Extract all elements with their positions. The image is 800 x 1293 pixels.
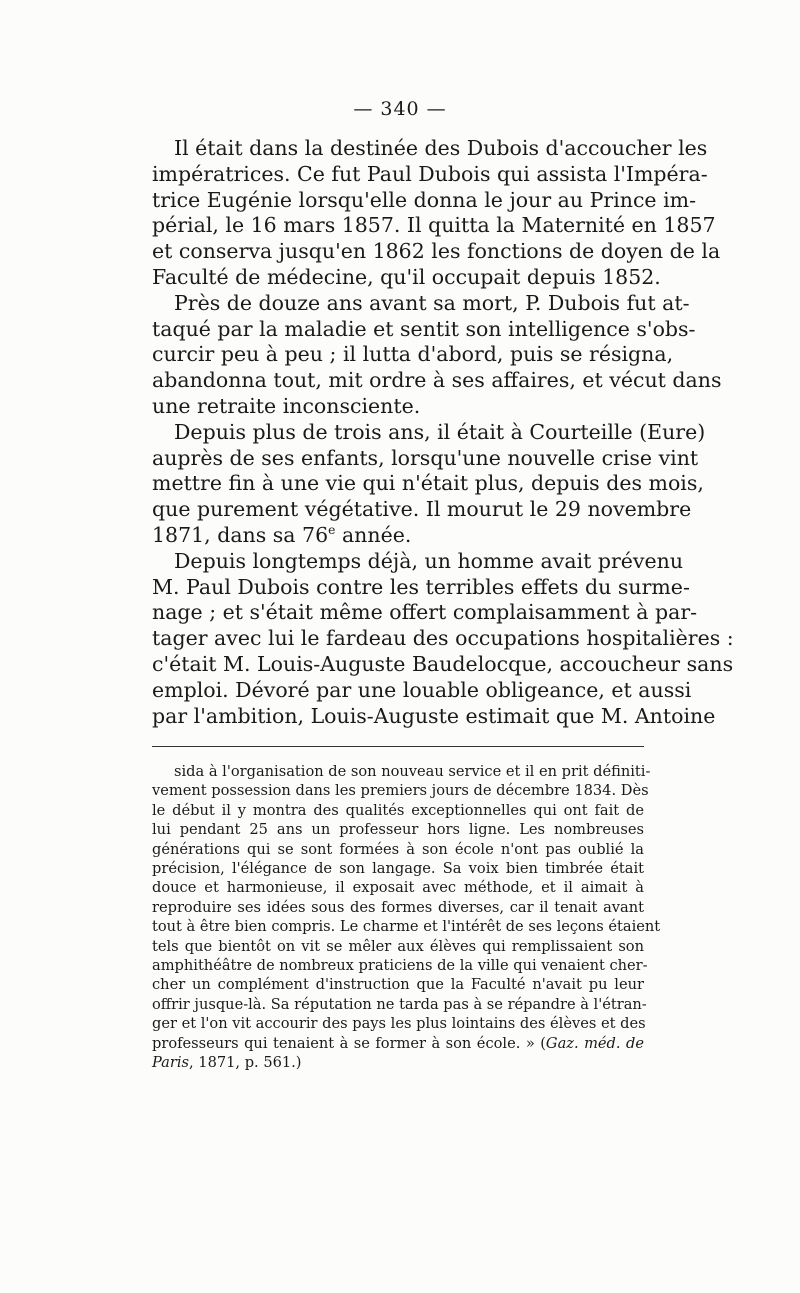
text-line: Près de douze ans avant sa mort, P. Dubois fut at- [174,290,690,315]
text-line: Il était dans la destinée des Dubois d'accoucher les [174,136,708,160]
footnote-line: tels que bientôt on vit se mêler aux élèves qui remplissaient son [152,937,644,955]
text-line: mettre fin à une vie qui n'était plus, depuis des mois, [152,471,704,496]
page-number: — 340 — [353,98,447,120]
footnote-line: offrir jusque-là. Sa réputation ne tarda pas à se répandre à l'étran- [152,995,647,1013]
text-line: et conserva jusqu'en 1862 les fonctions de doyen de la [152,239,721,264]
footnote-line [152,1034,644,1053]
text-line: par l'ambition, Louis-Auguste estimait que M. Antoine [152,703,716,728]
footnote-line: lui pendant 25 ans un professeur hors ligne. Les nombreuses [152,821,644,839]
text-line: trice Eugénie lorsqu'elle donna le jour au Prince im- [152,187,697,212]
footnote-line: le début il y montra des qualités exceptionnelles qui ont fait de [152,801,644,819]
footnote-divider [152,746,644,747]
text-line: Depuis plus de trois ans, il était à Courteille (Eure) [174,419,706,444]
citation-details: , 1871, p. 561.) [189,1054,302,1072]
text-line: M. Paul Dubois contre les terribles effets du surme- [152,574,690,599]
footnote-line: amphithéâtre de nombreux praticiens de la ville qui venaient cher- [152,957,648,975]
citation-journal: Gaz. méd. de [545,1034,644,1052]
text-line: impératrices. Ce fut Paul Dubois qui assista l'Impéra- [152,161,708,186]
text-line: nage ; et s'était même offert complaisamment à par- [152,600,698,625]
text-line: emploi. Dévoré par une louable obligeance, et aussi [152,677,692,702]
footnote-line: générations qui se sont formées à son école n'ont pas oublié la [152,840,644,858]
text-line: c'était M. Louis-Auguste Baudelocque, accoucheur sans [152,651,734,676]
footnote [152,762,661,1073]
text-line: taqué par la maladie et sentit son intelligence s'obs- [152,316,696,341]
ordinal-superscript: e [328,523,336,538]
footnote-line-start: professeurs qui tenaient à se former à son école. » ( [152,1034,546,1052]
text-line: une retraite inconsciente. [152,393,421,418]
footnote-line: vement possession dans les premiers jours de décembre 1834. Dès [152,782,649,800]
text-line: périal, le 16 mars 1857. Il quitta la Maternité en 1857 [152,213,716,238]
footnote-line: précision, l'élégance de son langage. Sa voix bien timbrée était [152,860,644,878]
footnote-line: tout à être bien compris. Le charme et l'intérêt de ses leçons étaient [152,918,661,936]
text-line: Depuis longtemps déjà, un homme avait prévenu [174,548,684,573]
text-line [152,523,644,549]
text-line: que purement végétative. Il mourut le 29 novembre [152,497,692,522]
text-line-start: 1871, dans sa 76 [152,522,329,547]
text-line: curcir peu à peu ; il lutta d'abord, puis se résigna, [152,342,674,367]
text-line: tager avec lui le fardeau des occupations hospitalières : [152,626,734,651]
text-line: auprès de ses enfants, lorsqu'une nouvelle crise vint [152,445,699,470]
footnote-line: ger et l'on vit accourir des pays les plus lointains des élèves et des [152,1015,646,1033]
footnote-line: sida à l'organisation de son nouveau service et il en prit définiti- [174,763,651,780]
footnote-line: douce et harmonieuse, il exposait avec méthode, et il aimait à [152,879,644,897]
citation-city: Paris [152,1054,189,1072]
footnote-line [152,1053,644,1072]
text-line-end: année. [335,522,412,547]
text-line: Faculté de médecine, qu'il occupait depuis 1852. [152,264,661,289]
main-text [152,136,734,729]
footnote-line: cher un complément d'instruction que la Faculté n'avait pu leur [152,976,644,994]
text-line: abandonna tout, mit ordre à ses affaires, et vécut dans [152,368,722,393]
footnote-line: reproduire ses idées sous des formes diverses, car il tenait avant [152,898,644,916]
